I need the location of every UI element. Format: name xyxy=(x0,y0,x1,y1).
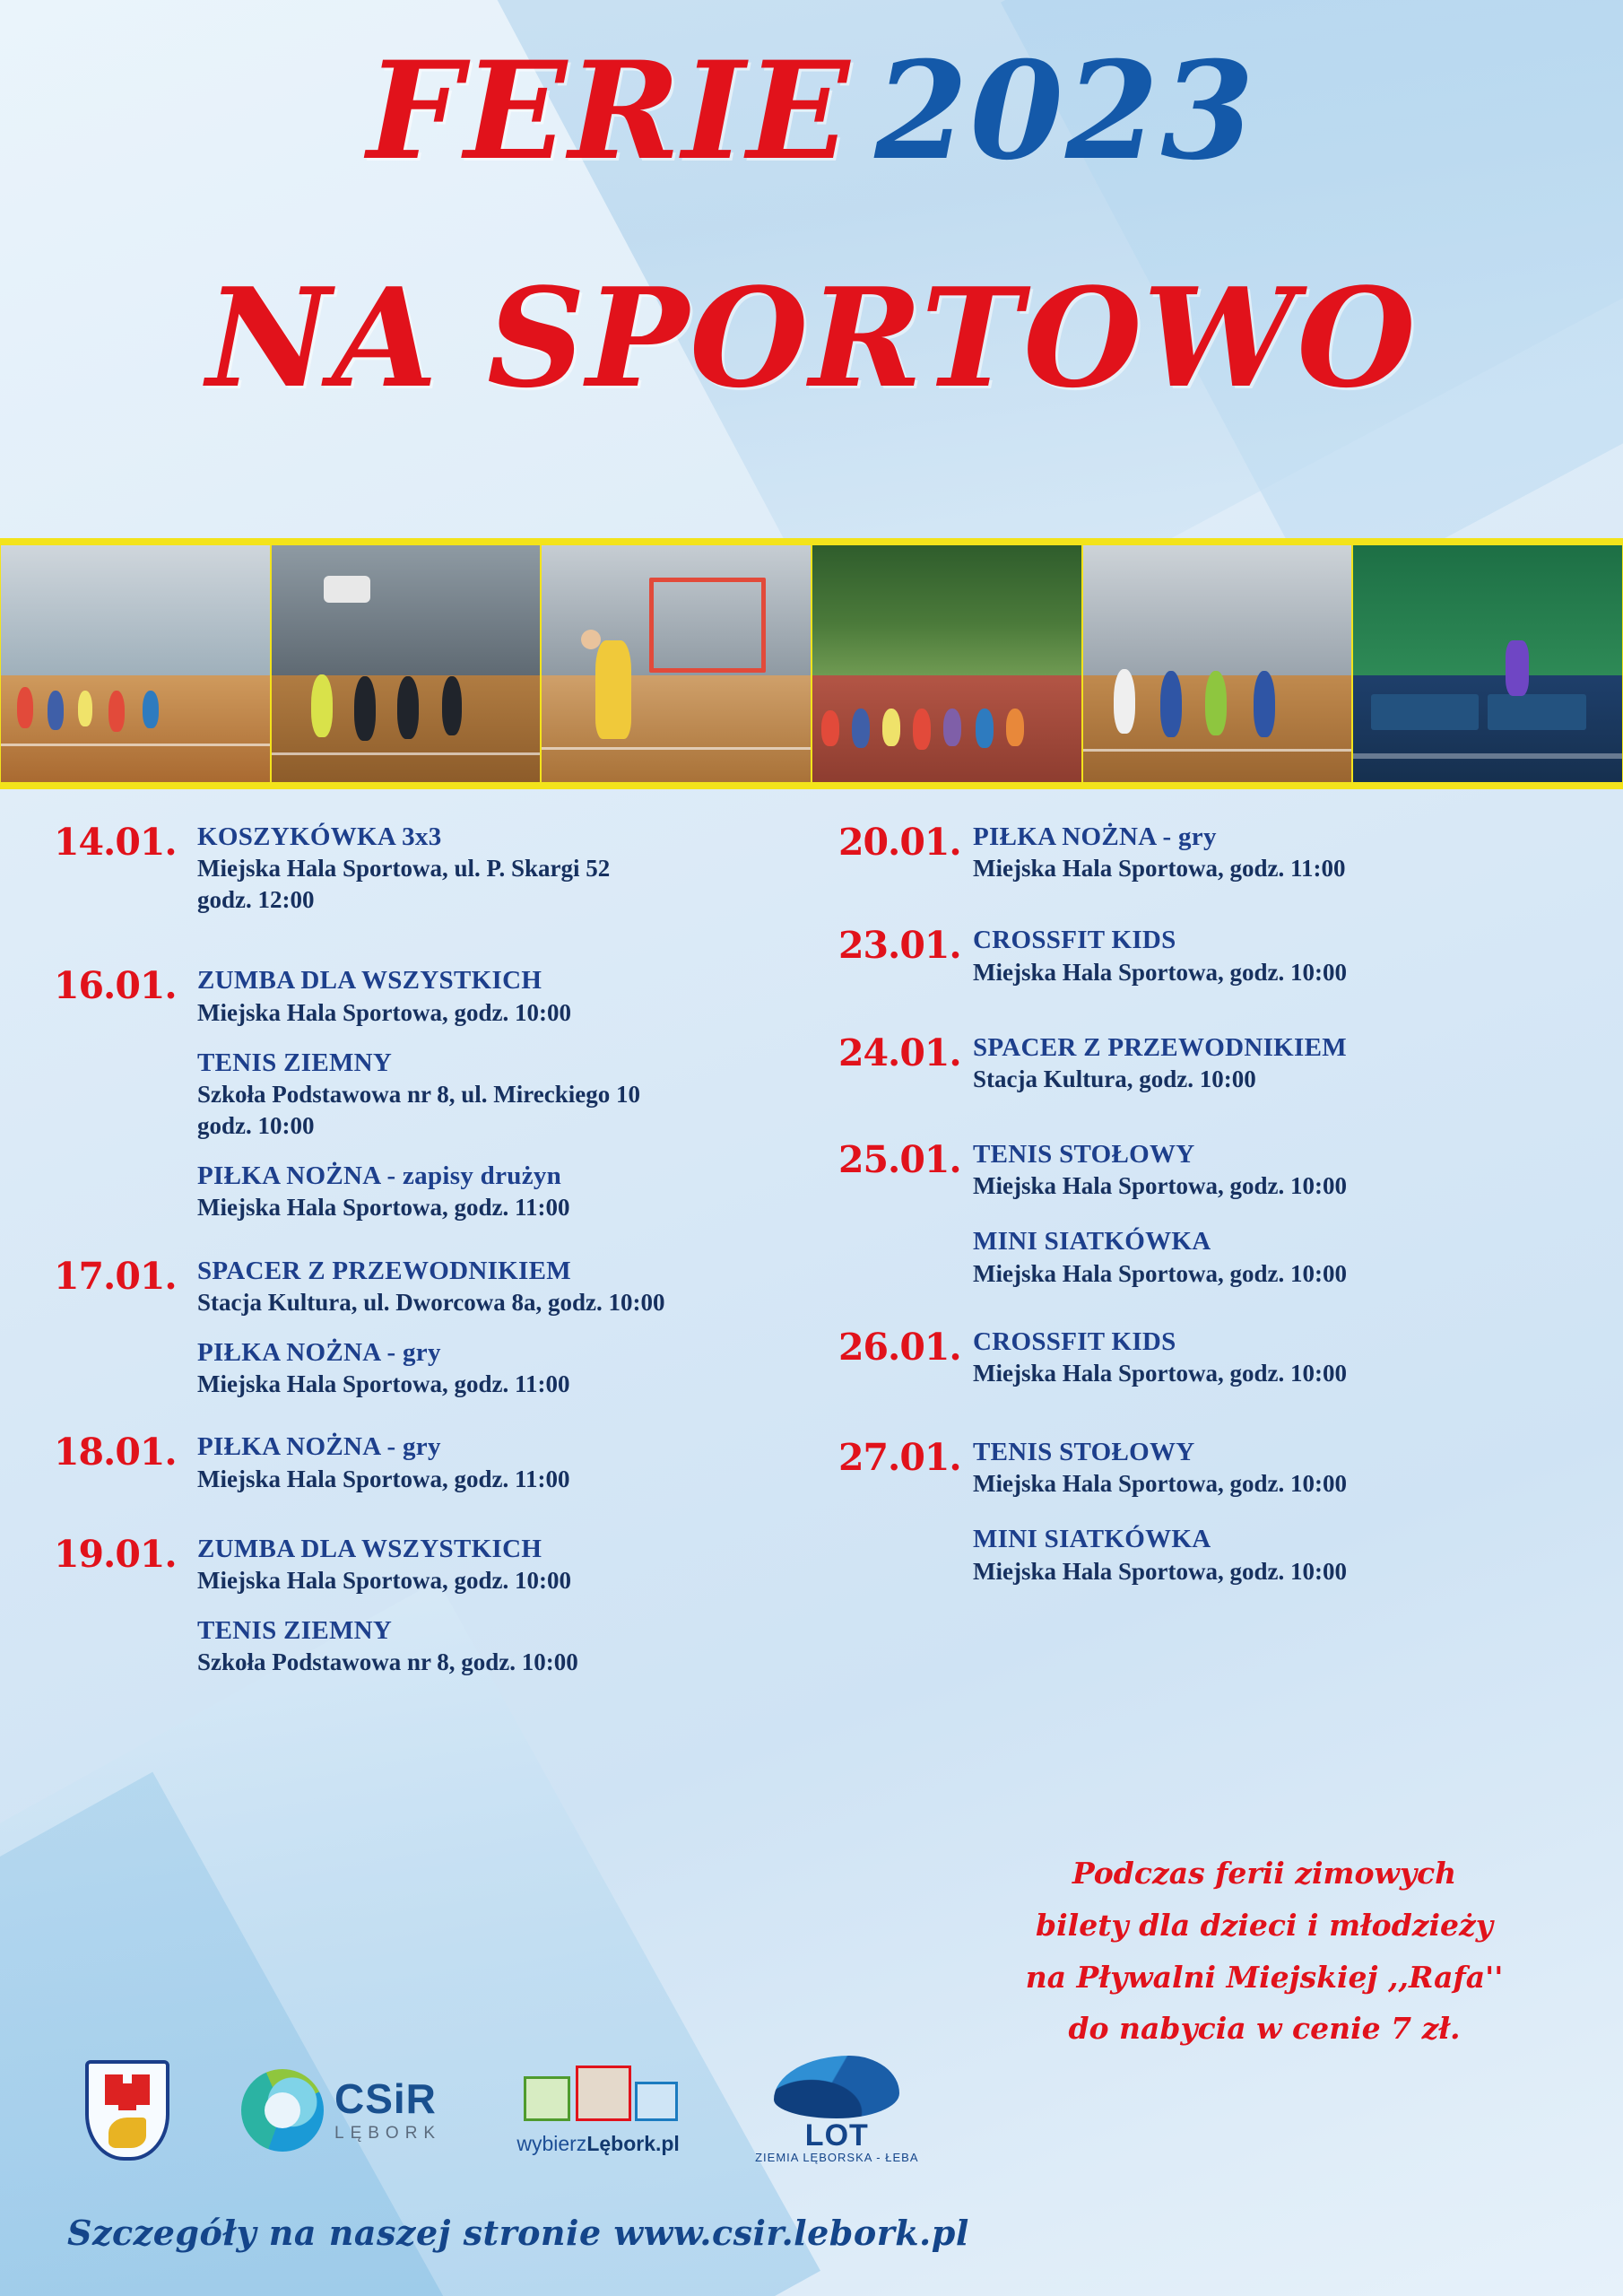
event xyxy=(973,1326,1583,1389)
pool-note-line: na Pływalni Miejskiej ,,Rafa'' xyxy=(1025,1959,1504,1995)
schedule-column-left xyxy=(0,821,812,1701)
event-title: ZUMBA DLA WSZYSTKICH xyxy=(197,1534,542,1563)
day-date: 20.01. xyxy=(838,821,961,864)
pool-note-line: Podczas ferii zimowych xyxy=(1072,1856,1457,1891)
schedule-day xyxy=(54,1533,794,1679)
event-detail: Miejska Hala Sportowa, godz. 10:00 xyxy=(197,998,571,1026)
schedule-day xyxy=(838,1031,1583,1095)
event-detail: Miejska Hala Sportowa, godz. 10:00 xyxy=(973,1470,1347,1498)
schedule-day xyxy=(54,821,794,916)
event xyxy=(197,821,794,916)
event-detail: Szkoła Podstawowa nr 8, godz. 10:00 xyxy=(197,1648,578,1676)
csir-logo xyxy=(241,2069,441,2152)
schedule-day xyxy=(54,1431,794,1494)
poster-title xyxy=(0,32,1623,418)
event-title: TENIS ZIEMNY xyxy=(197,1048,393,1077)
event-title: SPACER Z PRZEWODNIKIEM xyxy=(973,1032,1347,1062)
event-title: ZUMBA DLA WSZYSTKICH xyxy=(197,966,542,996)
wybierz-lebork-logo xyxy=(513,2064,683,2156)
schedule-day xyxy=(838,1326,1583,1389)
wybierz-lebork-domain: Lębork.pl xyxy=(586,2132,680,2155)
event-title: CROSSFIT KIDS xyxy=(973,926,1176,955)
day-events xyxy=(197,1431,794,1494)
event-detail: Stacja Kultura, ul. Dworcowa 8a, godz. 10:00 xyxy=(197,1288,665,1316)
schedule-day xyxy=(54,964,794,1223)
day-date: 16.01. xyxy=(54,964,177,1008)
event-detail: Miejska Hala Sportowa, godz. 10:00 xyxy=(197,1566,571,1594)
event xyxy=(197,1047,794,1142)
day-date: 23.01. xyxy=(838,924,961,968)
event-title: SPACER Z PRZEWODNIKIEM xyxy=(197,1256,571,1285)
schedule-day xyxy=(838,1138,1583,1290)
wybierz-lebork-prefix: wybierz xyxy=(516,2132,587,2155)
event-detail: Miejska Hala Sportowa, godz. 10:00 xyxy=(973,958,1347,986)
event xyxy=(197,1431,794,1494)
event-detail: Miejska Hala Sportowa, godz. 10:00 xyxy=(973,1259,1347,1287)
day-date: 24.01. xyxy=(838,1031,961,1074)
event xyxy=(197,964,794,1028)
photo-indoor-football xyxy=(1083,545,1352,782)
csir-logo-sub: LĘBORK xyxy=(334,2124,442,2143)
day-events xyxy=(973,821,1583,884)
title-line-1 xyxy=(0,32,1623,190)
town-illustration-icon xyxy=(513,2064,683,2128)
pool-note-line: do nabycia w cenie 7 zł. xyxy=(1068,2011,1461,2047)
day-events xyxy=(973,1436,1583,1587)
day-events xyxy=(973,1138,1583,1290)
event-title: PIŁKA NOŻNA - gry xyxy=(197,1432,441,1462)
event xyxy=(197,1255,794,1318)
day-events xyxy=(197,821,794,916)
event-title: PIŁKA NOŻNA - zapisy drużyn xyxy=(197,1161,562,1191)
lot-logo xyxy=(755,2056,918,2164)
day-date: 26.01. xyxy=(838,1325,961,1369)
day-events xyxy=(197,964,794,1223)
event xyxy=(973,1436,1583,1500)
day-events xyxy=(973,924,1583,987)
event-detail: Miejska Hala Sportowa, godz. 11:00 xyxy=(197,1465,570,1492)
pool-note-line: bilety dla dzieci i młodzieży xyxy=(1036,1907,1493,1943)
photo-forest-walk-group xyxy=(812,545,1081,782)
title-line-2: NA SPORTOWO xyxy=(206,257,1417,418)
event-detail: Miejska Hala Sportowa, godz. 11:00 xyxy=(197,1370,570,1398)
day-date: 25.01. xyxy=(838,1138,961,1182)
event-title: PIŁKA NOŻNA - gry xyxy=(197,1337,441,1367)
event xyxy=(197,1533,794,1596)
schedule xyxy=(0,821,1623,1701)
title-ferie: FERIE xyxy=(367,32,852,190)
wave-icon xyxy=(774,2056,899,2118)
pool-discount-note xyxy=(977,1848,1551,2055)
event-detail: Szkoła Podstawowa nr 8, ul. Mireckiego 10 xyxy=(197,1081,641,1109)
event-title: MINI SIATKÓWKA xyxy=(973,1227,1211,1257)
event-detail: Miejska Hala Sportowa, godz. 10:00 xyxy=(973,1359,1347,1387)
day-date: 14.01. xyxy=(54,821,177,864)
csir-logo-name: CSiR xyxy=(334,2075,437,2122)
day-date: 27.01. xyxy=(838,1436,961,1480)
schedule-day xyxy=(54,1255,794,1401)
event xyxy=(197,1160,794,1223)
photo-table-tennis xyxy=(1353,545,1622,782)
event-detail: Miejska Hala Sportowa, godz. 10:00 xyxy=(973,1557,1347,1585)
event-detail: Miejska Hala Sportowa, godz. 11:00 xyxy=(197,1194,570,1222)
event xyxy=(973,1523,1583,1587)
photo-sports-hall-children xyxy=(1,545,270,782)
event-detail: Miejska Hala Sportowa, godz. 10:00 xyxy=(973,1172,1347,1200)
event-title: MINI SIATKÓWKA xyxy=(973,1525,1211,1554)
event-detail: godz. 10:00 xyxy=(197,1112,315,1140)
photo-handball-player xyxy=(542,545,811,782)
event-title: TENIS STOŁOWY xyxy=(973,1140,1195,1170)
footer-website-note: Szczegóły na naszej stronie www.csir.lebork.pl xyxy=(67,2213,969,2253)
day-events xyxy=(973,1326,1583,1389)
event-title: TENIS STOŁOWY xyxy=(973,1438,1195,1467)
photo-basketball-game xyxy=(272,545,541,782)
schedule-day xyxy=(838,924,1583,987)
day-events xyxy=(197,1255,794,1401)
event-detail: godz. 12:00 xyxy=(197,886,315,914)
event xyxy=(973,1031,1583,1095)
event-detail: Miejska Hala Sportowa, godz. 11:00 xyxy=(973,855,1346,883)
event xyxy=(197,1336,794,1400)
event xyxy=(973,924,1583,987)
schedule-day xyxy=(838,821,1583,884)
schedule-day xyxy=(838,1436,1583,1587)
day-date: 19.01. xyxy=(54,1532,177,1576)
csir-mark-icon xyxy=(241,2069,324,2152)
photo-strip xyxy=(0,538,1623,789)
event-title: CROSSFIT KIDS xyxy=(973,1326,1176,1356)
event-detail: Miejska Hala Sportowa, ul. P. Skargi 52 xyxy=(197,855,611,883)
event-title: KOSZYKÓWKA 3x3 xyxy=(197,822,442,851)
lot-logo-name: LOT xyxy=(804,2118,869,2152)
coat-of-arms-icon xyxy=(85,2060,169,2161)
event xyxy=(973,1138,1583,1202)
lot-logo-sub: ZIEMIA LĘBORSKA - ŁEBA xyxy=(755,2151,919,2164)
day-date: 17.01. xyxy=(54,1254,177,1298)
event xyxy=(973,821,1583,884)
day-events xyxy=(973,1031,1583,1095)
event-title: TENIS ZIEMNY xyxy=(197,1615,393,1645)
day-date: 18.01. xyxy=(54,1431,177,1474)
day-events xyxy=(197,1533,794,1679)
event-title: PIŁKA NOŻNA - gry xyxy=(973,822,1217,851)
lebork-coat-of-arms-logo xyxy=(85,2060,169,2161)
logo-row xyxy=(85,2054,937,2166)
event-detail: Stacja Kultura, godz. 10:00 xyxy=(973,1065,1256,1092)
wybierz-lebork-caption xyxy=(513,2132,683,2156)
title-year: 2023 xyxy=(874,32,1256,190)
schedule-column-right xyxy=(812,821,1623,1701)
event xyxy=(197,1614,794,1678)
event xyxy=(973,1225,1583,1289)
